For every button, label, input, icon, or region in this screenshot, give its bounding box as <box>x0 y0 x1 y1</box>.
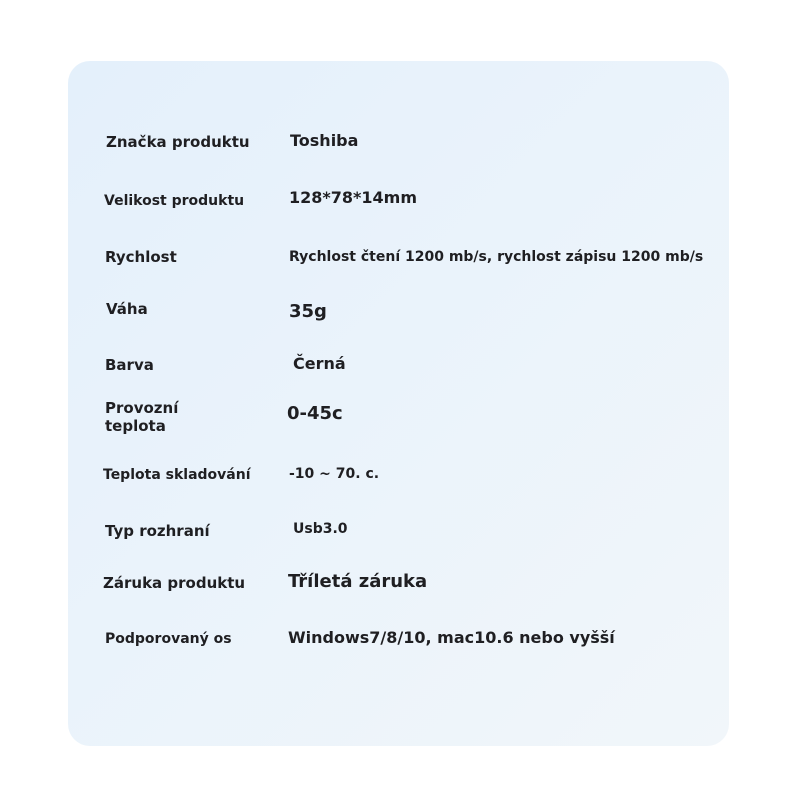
spec-value: Windows7/8/10, mac10.6 nebo vyšší <box>288 628 615 647</box>
spec-value: Usb3.0 <box>293 521 348 537</box>
spec-row-size <box>68 190 729 230</box>
spec-value: Černá <box>293 354 346 373</box>
spec-label: Velikost produktu <box>104 193 245 209</box>
spec-label: Typ rozhraní <box>105 522 210 540</box>
spec-row-speed <box>68 247 729 287</box>
spec-row-warranty <box>68 573 729 613</box>
spec-row-weight <box>68 300 729 340</box>
spec-row-supported-os <box>68 629 729 669</box>
spec-label: Teplota skladování <box>103 467 251 483</box>
spec-value: 35g <box>289 301 327 322</box>
spec-value: Tříletá záruka <box>288 571 428 592</box>
spec-row-brand <box>68 131 729 171</box>
spec-value: 0-45c <box>287 403 343 424</box>
spec-label: Záruka produktu <box>103 574 246 592</box>
spec-label: Provozní teplota <box>105 399 179 435</box>
spec-label: Rychlost <box>105 248 177 266</box>
spec-value: 128*78*14mm <box>289 188 418 207</box>
spec-row-interface <box>68 521 729 561</box>
spec-value: Rychlost čtení 1200 mb/s, rychlost zápisu 1200 mb/s <box>289 249 704 265</box>
spec-row-storage-temp <box>68 465 729 505</box>
spec-card <box>68 61 729 746</box>
spec-row-operating-temp <box>68 398 729 448</box>
spec-value: -10 ~ 70. c. <box>289 466 380 482</box>
spec-label: Váha <box>106 300 148 318</box>
spec-value: Toshiba <box>290 131 359 150</box>
spec-row-color <box>68 355 729 395</box>
spec-label: Podporovaný os <box>105 631 232 647</box>
spec-label: Barva <box>105 356 154 374</box>
spec-label: Značka produktu <box>106 133 250 151</box>
